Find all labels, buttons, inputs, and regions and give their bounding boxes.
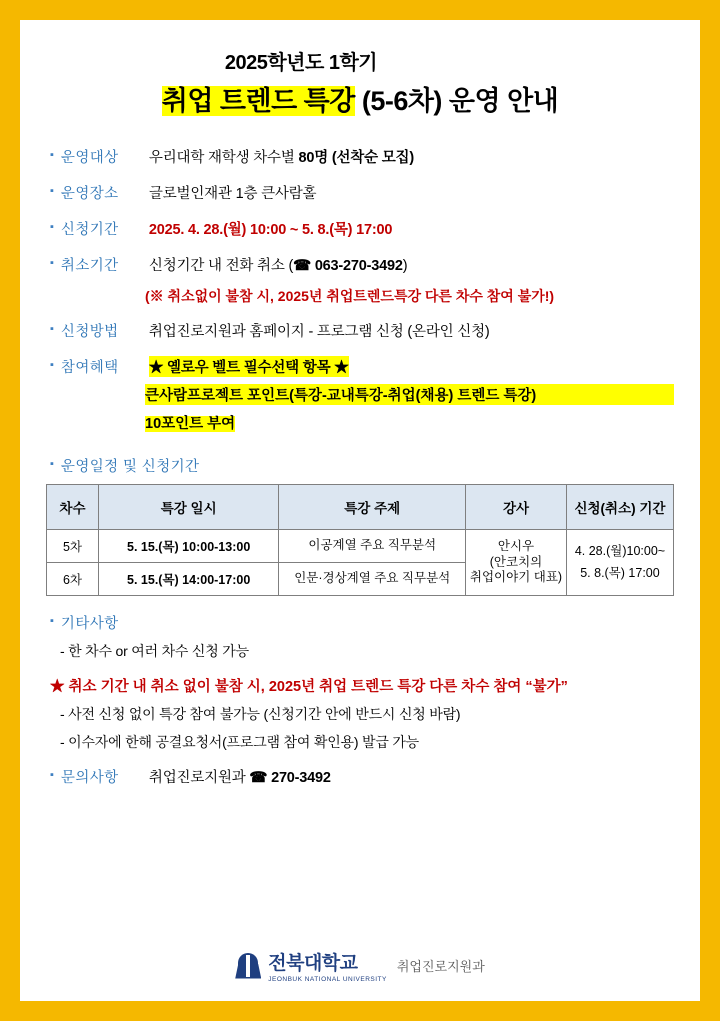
university-emblem-icon	[235, 951, 261, 981]
value-benefit-line2: 큰사람프로젝트 포인트(특강-교내특강-취업(채용) 트렌드 특강)	[145, 384, 674, 405]
col-lecturer: 강사	[466, 485, 567, 530]
info-row-cancel	[46, 254, 674, 275]
schedule-section-title: 운영일정 및 신청기간	[60, 459, 200, 475]
value-place: 글로벌인재관 1층 큰사람홀	[148, 186, 317, 202]
cancel-phone: ☎ 063-270-3492	[293, 258, 403, 274]
cell-topic: 인문·경상계열 주요 직무분석	[279, 563, 466, 596]
etc-title-row	[46, 612, 674, 633]
cell-topic: 이공계열 주요 직무분석	[279, 530, 466, 563]
col-topic: 특강 주제	[279, 485, 466, 530]
lecturer-name: 안시우	[497, 539, 535, 554]
label-contact: 문의사항	[60, 770, 119, 786]
university-name-en: JEONBUK NATIONAL UNIVERSITY	[268, 976, 387, 983]
cancel-text-post: )	[402, 258, 408, 274]
header-semester: 2025학년도 1학기	[224, 52, 378, 74]
apply-period-end: 5. 8.(목) 17:00	[580, 565, 660, 580]
poster-page	[20, 20, 700, 1001]
value-contact	[149, 766, 331, 787]
contact-dept: 취업진로지원과	[148, 770, 250, 786]
schedule-section	[46, 455, 674, 596]
value-apply-period: 2025. 4. 28.(월) 10:00 ~ 5. 8.(목) 17:00	[148, 222, 393, 238]
etc-item-3: - 이수자에 한해 공결요청서(프로그램 참여 확인용) 발급 가능	[60, 734, 419, 750]
header-title-rest: (5-6차) 운영 안내	[354, 86, 559, 116]
label-apply-period: 신청기간	[60, 222, 119, 238]
cell-datetime: 5. 15.(목) 10:00-13:00	[98, 530, 279, 563]
bullet-icon: ▪	[50, 769, 54, 781]
lecturer-affil-2: 취업이야기 대표)	[469, 570, 563, 585]
schedule-title-row	[46, 455, 674, 476]
bullet-icon: ▪	[50, 615, 54, 627]
bullet-icon: ▪	[50, 257, 54, 269]
label-method: 신청방법	[60, 324, 119, 340]
label-cancel-period: 취소기간	[60, 258, 119, 274]
lecturer-affil-1: (안코치의	[489, 554, 543, 569]
bullet-icon: ▪	[50, 221, 54, 233]
etc-item-1: - 한 차수 or 여러 차수 신청 가능	[60, 643, 249, 659]
table-row	[47, 530, 674, 563]
value-target-pre: 우리대학 재학생 차수별	[148, 150, 299, 166]
table-header-row	[47, 485, 674, 530]
info-row-place	[46, 182, 674, 203]
label-target: 운영대상	[60, 150, 119, 166]
value-target	[149, 146, 414, 167]
cell-lecturer	[466, 530, 567, 596]
value-benefit-line1: ★ 옐로우 벨트 필수선택 항목 ★	[149, 356, 349, 377]
cell-apply-period	[566, 530, 673, 596]
bullet-icon: ▪	[50, 359, 54, 371]
bullet-icon: ▪	[50, 149, 54, 161]
etc-warning: ★ 취소 기간 내 취소 없이 불참 시, 2025년 취업 트렌드 특강 다른 차수 참여 “불가”	[50, 679, 568, 695]
value-benefit-line3: 10포인트 부여	[145, 416, 236, 432]
bullet-icon: ▪	[50, 185, 54, 197]
info-row-method	[46, 320, 674, 341]
label-place: 운영장소	[60, 186, 119, 202]
info-list	[46, 146, 674, 433]
col-datetime: 특강 일시	[98, 485, 279, 530]
value-cancel-period	[149, 254, 407, 275]
cell-datetime: 5. 15.(목) 14:00-17:00	[98, 563, 279, 596]
poster-header	[46, 46, 674, 118]
cancel-warning-note: (※ 취소없이 불참 시, 2025년 취업트렌드특강 다른 차수 참여 불가!)	[145, 288, 555, 304]
schedule-table	[46, 484, 674, 596]
col-no: 차수	[47, 485, 99, 530]
bullet-icon: ▪	[50, 458, 54, 470]
header-title-highlight: 취업 트렌드 특강	[161, 86, 355, 116]
university-name-block	[268, 948, 387, 983]
value-target-bold: 80명 (선착순 모집)	[298, 150, 414, 166]
etc-section	[46, 612, 674, 787]
value-method: 취업진로지원과 홈페이지 - 프로그램 신청 (온라인 신청)	[148, 324, 490, 340]
header-title	[46, 79, 674, 118]
info-row-apply-period	[46, 218, 674, 239]
footer-department: 취업진로지원과	[396, 959, 485, 974]
col-apply-period: 신청(취소) 기간	[566, 485, 673, 530]
label-benefit: 참여혜택	[60, 360, 119, 376]
cancel-text-pre: 신청기간 내 전화 취소 (	[148, 258, 294, 274]
cell-no: 6차	[47, 563, 99, 596]
etc-label: 기타사항	[60, 616, 119, 632]
etc-item-2: - 사전 신청 없이 특강 참여 불가능 (신청기간 안에 반드시 신청 바람)	[60, 706, 461, 722]
bullet-icon: ▪	[50, 323, 54, 335]
university-name-ko: 전북대학교	[268, 953, 358, 974]
info-row-benefit	[46, 356, 674, 377]
footer	[20, 948, 700, 983]
value-benefit-line3-wrap	[145, 412, 674, 433]
contact-phone: ☎ 270-3492	[249, 770, 331, 786]
cell-no: 5차	[47, 530, 99, 563]
info-row-target	[46, 146, 674, 167]
apply-period-start: 4. 28.(월)10:00~	[574, 544, 666, 559]
info-row-contact	[46, 766, 674, 787]
